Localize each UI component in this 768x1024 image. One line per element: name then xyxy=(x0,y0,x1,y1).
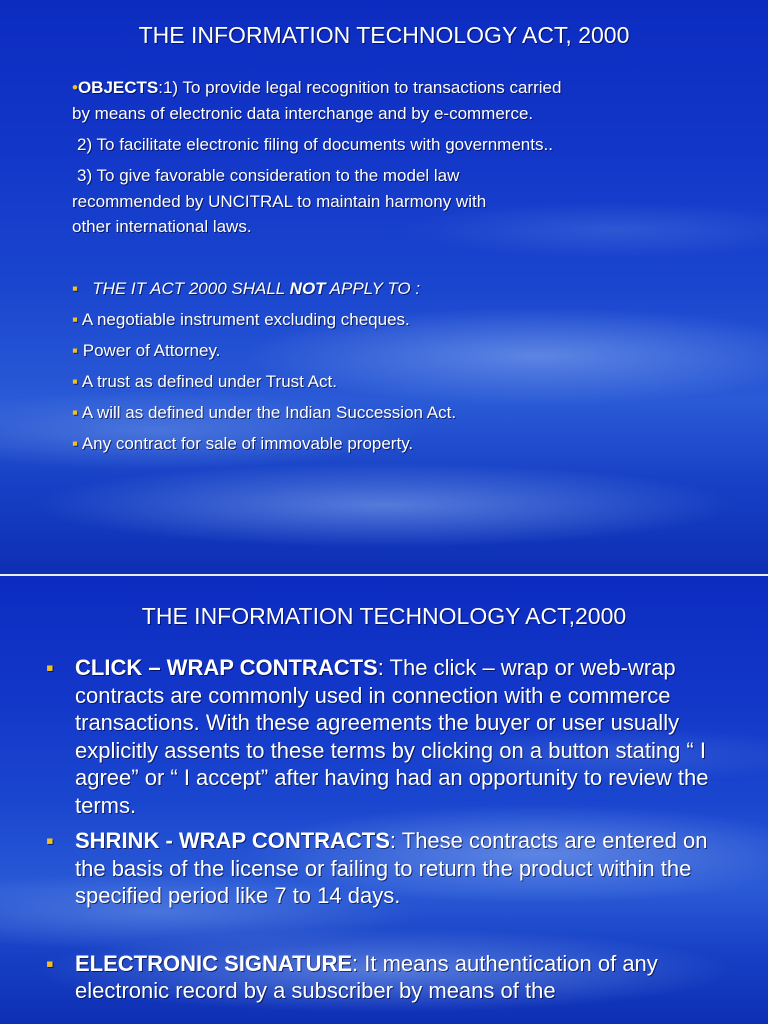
square-bullet-icon: ▪ xyxy=(46,828,54,853)
exclusion-item xyxy=(72,400,456,426)
list-item xyxy=(40,827,740,910)
exclusion-item xyxy=(72,307,410,333)
bullet-icon: • xyxy=(72,78,78,97)
not-apply-heading xyxy=(72,276,420,302)
definition-text: : These contracts are entered on the basis of the license or failing to return the product within the specified period like 7 to 14 days. xyxy=(75,828,708,908)
exclusion-text: A trust as defined under Trust Act. xyxy=(81,372,337,391)
definition-text: : It means authentication of any electronic record by a subscriber by means of the xyxy=(75,950,658,1003)
exclusion-item xyxy=(72,431,413,457)
definition-term: CLICK – WRAP CONTRACTS xyxy=(75,655,378,680)
square-bullet-icon: ▪ xyxy=(72,434,79,453)
not-apply-pre: THE IT ACT 2000 SHALL xyxy=(92,279,290,298)
definition-term: ELECTRONIC SIGNATURE xyxy=(75,950,353,976)
not-apply-post: APPLY TO : xyxy=(325,279,421,298)
square-bullet-icon: ▪ xyxy=(46,655,54,680)
square-bullet-icon: ▪ xyxy=(72,372,79,391)
list-item xyxy=(40,654,740,819)
objects-line-2: 2) To facilitate electronic filing of documents with governments.. xyxy=(77,135,553,154)
objects-line-3c: other international laws. xyxy=(72,217,252,236)
exclusion-text: A negotiable instrument excluding cheques. xyxy=(81,310,410,329)
slide-2 xyxy=(0,576,768,1024)
objects-text-1a: :1) To provide legal recognition to transactions carried xyxy=(158,78,562,97)
square-bullet-icon: ▪ xyxy=(72,310,79,329)
slide-1-title: THE INFORMATION TECHNOLOGY ACT, 2000 xyxy=(138,22,630,48)
slide-2-title: THE INFORMATION TECHNOLOGY ACT,2000 xyxy=(141,603,627,629)
definitions-list xyxy=(40,654,740,1005)
objects-line-3b: recommended by UNCITRAL to maintain harmony with xyxy=(72,192,487,211)
objects-line-1 xyxy=(72,75,561,101)
exclusion-text: Any contract for sale of immovable property. xyxy=(81,434,414,453)
square-bullet-icon: ▪ xyxy=(72,403,79,422)
exclusion-text: Power of Attorney. xyxy=(82,341,221,360)
exclusion-text: A will as defined under the Indian Succession Act. xyxy=(81,403,457,422)
square-bullet-icon: ▪ xyxy=(46,950,54,976)
objects-label: OBJECTS xyxy=(77,78,159,97)
objects-line-3a: 3) To give favorable consideration to the model law xyxy=(77,166,460,185)
objects-line-1b: by means of electronic data interchange and by e-commerce. xyxy=(72,104,534,123)
square-bullet-icon: ▪ xyxy=(72,341,79,360)
definition-text: : The click – wrap or web-wrap contracts are commonly used in connection with e commerce transactions. With these agreements the buyer or user usually explicitly assents to these terms by clicking on a button stating “ I agree” or “ I accept” after having had an opportunity to review the terms. xyxy=(75,655,709,818)
definition-term: SHRINK - WRAP CONTRACTS xyxy=(75,828,390,853)
square-bullet-icon: ▪ xyxy=(72,279,79,298)
not-apply-bold: NOT xyxy=(289,279,326,298)
exclusion-item xyxy=(72,338,220,364)
exclusion-item xyxy=(72,369,337,395)
list-item xyxy=(40,950,740,1005)
